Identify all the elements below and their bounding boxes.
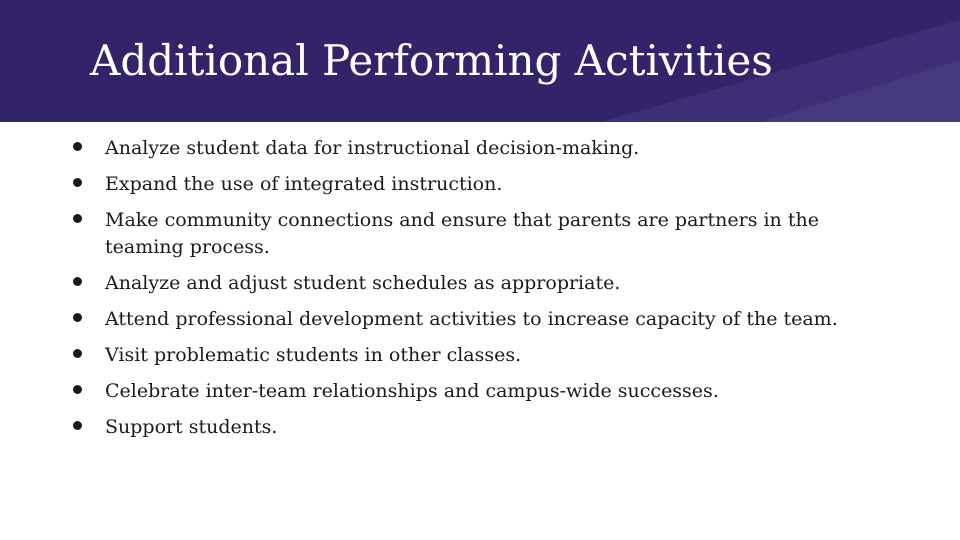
title-header-band <box>0 0 960 122</box>
bullet-item <box>73 342 903 369</box>
bullet-text: Attend professional development activities to increase capacity of the team. <box>105 308 838 330</box>
bullet-item <box>73 378 903 405</box>
bullet-item <box>73 171 903 198</box>
bullet-item <box>73 306 903 333</box>
bullet-dot-icon <box>73 349 82 358</box>
bullet-dot-icon <box>73 313 82 322</box>
bullet-text: Make community connections and ensure that parents are partners in the teaming process. <box>105 209 819 258</box>
bullet-item <box>73 414 903 441</box>
bullet-dot-icon <box>73 142 82 151</box>
bullet-text: Celebrate inter-team relationships and campus-wide successes. <box>105 380 719 402</box>
bullet-dot-icon <box>73 421 82 430</box>
bullet-list <box>73 135 903 450</box>
bullet-text: Analyze student data for instructional decision-making. <box>105 137 640 159</box>
bullet-text: Expand the use of integrated instruction. <box>105 173 503 195</box>
bullet-item <box>73 135 903 162</box>
bullet-dot-icon <box>73 178 82 187</box>
bullet-text: Analyze and adjust student schedules as appropriate. <box>105 272 621 294</box>
bullet-item <box>73 270 903 297</box>
bullet-dot-icon <box>73 385 82 394</box>
bullet-text: Support students. <box>105 416 278 438</box>
bullet-dot-icon <box>73 277 82 286</box>
bullet-item <box>73 207 903 261</box>
bullet-dot-icon <box>73 214 82 223</box>
slide-title: Additional Performing Activities <box>90 36 773 85</box>
bullet-text: Visit problematic students in other classes. <box>105 344 522 366</box>
